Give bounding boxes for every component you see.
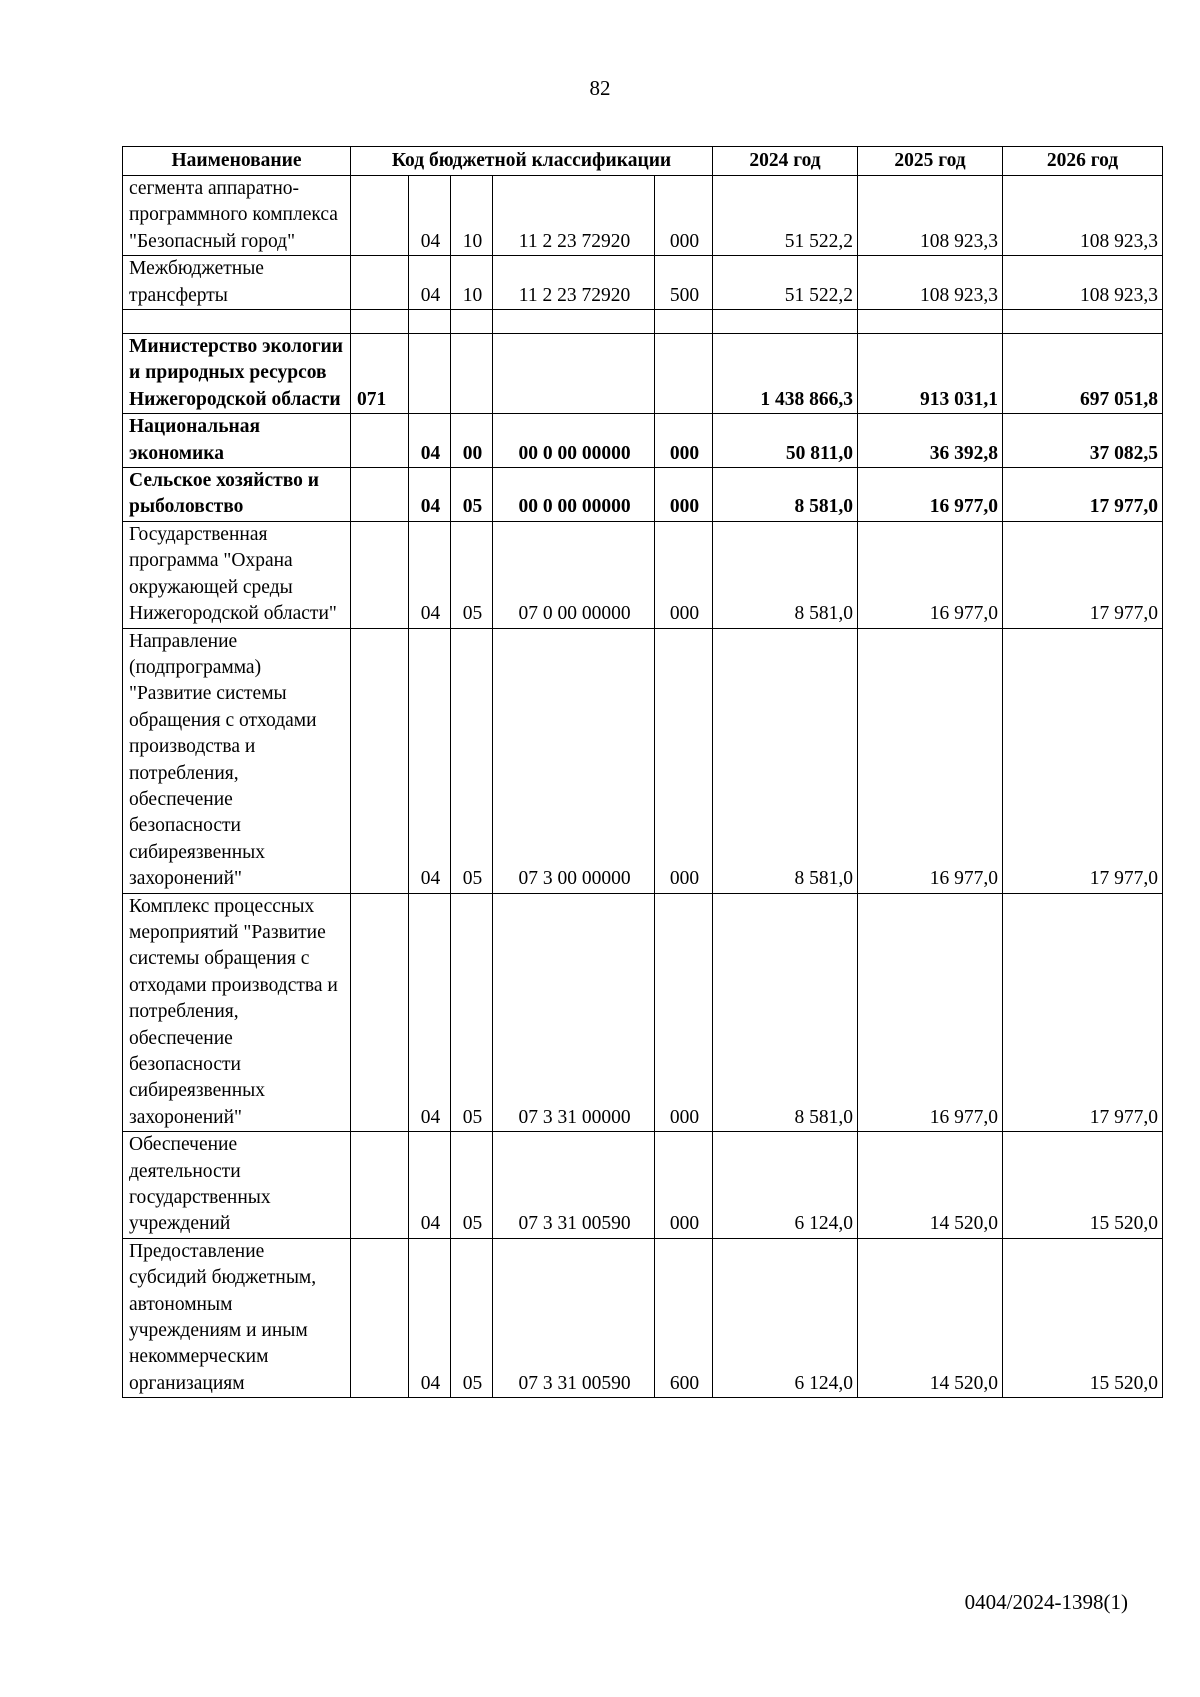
row-expense-code	[655, 334, 713, 414]
row-ministry-code	[351, 468, 409, 522]
empty-row	[123, 310, 1163, 334]
row-ministry-code	[351, 1238, 409, 1397]
row-ministry-code	[351, 521, 409, 628]
row-name: Межбюджетные трансферты	[123, 256, 351, 310]
row-target-code: 07 3 31 00590	[493, 1238, 655, 1397]
table-row	[123, 468, 1163, 522]
row-expense-code: 000	[655, 628, 713, 893]
row-target-code: 07 0 00 00000	[493, 521, 655, 628]
row-name: Сельское хозяйство и рыболовство	[123, 468, 351, 522]
row-name: Обеспечение деятельности государственных учреждений	[123, 1132, 351, 1239]
row-subsection-code: 00	[451, 414, 493, 468]
row-value-2026: 108 923,3	[1003, 176, 1163, 256]
row-expense-code: 000	[655, 521, 713, 628]
row-value-2025: 16 977,0	[858, 521, 1003, 628]
row-value-2024: 6 124,0	[713, 1132, 858, 1239]
row-target-code: 00 0 00 00000	[493, 468, 655, 522]
row-value-2024: 50 811,0	[713, 414, 858, 468]
row-subsection-code: 10	[451, 176, 493, 256]
row-name: Государственная программа "Охрана окружающей среды Нижегородской области"	[123, 521, 351, 628]
row-value-2024: 8 581,0	[713, 628, 858, 893]
row-value-2024: 51 522,2	[713, 176, 858, 256]
table-row	[123, 334, 1163, 414]
row-expense-code: 600	[655, 1238, 713, 1397]
row-subsection-code: 05	[451, 1238, 493, 1397]
row-name: Комплекс процессных мероприятий "Развитие системы обращения с отходами производства и потребления, обеспечение безопасности сибиреязвенных захоронений"	[123, 893, 351, 1132]
row-value-2025: 108 923,3	[858, 176, 1003, 256]
row-ministry-code	[351, 414, 409, 468]
row-name: Направление (подпрограмма) "Развитие системы обращения с отходами производства и потребления, обеспечение безопасности сибиреязвенных захоронений"	[123, 628, 351, 893]
row-target-code: 00 0 00 00000	[493, 414, 655, 468]
row-subsection-code: 05	[451, 468, 493, 522]
row-section-code: 04	[409, 256, 451, 310]
table-row	[123, 1238, 1163, 1397]
row-section-code: 04	[409, 1238, 451, 1397]
row-value-2024: 6 124,0	[713, 1238, 858, 1397]
table-row	[123, 176, 1163, 256]
row-value-2024: 8 581,0	[713, 893, 858, 1132]
row-ministry-code	[351, 1132, 409, 1239]
row-target-code: 11 2 23 72920	[493, 176, 655, 256]
row-section-code: 04	[409, 176, 451, 256]
table-row	[123, 414, 1163, 468]
row-value-2025: 913 031,1	[858, 334, 1003, 414]
row-ministry-code	[351, 176, 409, 256]
row-target-code	[493, 334, 655, 414]
row-expense-code: 000	[655, 414, 713, 468]
row-name: Национальная экономика	[123, 414, 351, 468]
row-value-2026: 15 520,0	[1003, 1132, 1163, 1239]
row-value-2025: 14 520,0	[858, 1132, 1003, 1239]
row-name: Министерство экологии и природных ресурсов Нижегородской области	[123, 334, 351, 414]
row-section-code: 04	[409, 893, 451, 1132]
row-expense-code: 000	[655, 468, 713, 522]
row-subsection-code: 05	[451, 628, 493, 893]
row-ministry-code	[351, 256, 409, 310]
row-ministry-code: 071	[351, 334, 409, 414]
row-expense-code: 000	[655, 893, 713, 1132]
header-name: Наименование	[123, 147, 351, 176]
row-value-2025: 14 520,0	[858, 1238, 1003, 1397]
header-2024: 2024 год	[713, 147, 858, 176]
row-target-code: 07 3 31 00590	[493, 1132, 655, 1239]
table-row	[123, 628, 1163, 893]
row-value-2025: 16 977,0	[858, 628, 1003, 893]
row-section-code	[409, 334, 451, 414]
row-expense-code: 500	[655, 256, 713, 310]
table-row	[123, 256, 1163, 310]
row-value-2026: 697 051,8	[1003, 334, 1163, 414]
row-subsection-code: 05	[451, 521, 493, 628]
row-name: Предоставление субсидий бюджетным, автономным учреждениям и иным некоммерческим организациям	[123, 1238, 351, 1397]
row-section-code: 04	[409, 1132, 451, 1239]
row-value-2026: 17 977,0	[1003, 628, 1163, 893]
row-section-code: 04	[409, 414, 451, 468]
row-target-code: 11 2 23 72920	[493, 256, 655, 310]
row-value-2024: 51 522,2	[713, 256, 858, 310]
row-value-2025: 16 977,0	[858, 468, 1003, 522]
row-value-2024: 1 438 866,3	[713, 334, 858, 414]
row-value-2025: 36 392,8	[858, 414, 1003, 468]
document-code: 0404/2024-1398(1)	[964, 1590, 1128, 1614]
row-value-2026: 37 082,5	[1003, 414, 1163, 468]
page-number: 82	[589, 76, 611, 100]
row-expense-code: 000	[655, 176, 713, 256]
row-ministry-code	[351, 628, 409, 893]
row-subsection-code: 05	[451, 1132, 493, 1239]
row-value-2026: 17 977,0	[1003, 893, 1163, 1132]
row-value-2026: 17 977,0	[1003, 521, 1163, 628]
header-code: Код бюджетной классификации	[351, 147, 713, 176]
row-target-code: 07 3 31 00000	[493, 893, 655, 1132]
header-2025: 2025 год	[858, 147, 1003, 176]
row-ministry-code	[351, 893, 409, 1132]
row-subsection-code	[451, 334, 493, 414]
table-header-row	[123, 147, 1163, 176]
table-row	[123, 1132, 1163, 1239]
row-value-2024: 8 581,0	[713, 521, 858, 628]
row-section-code: 04	[409, 468, 451, 522]
row-value-2025: 108 923,3	[858, 256, 1003, 310]
row-target-code: 07 3 00 00000	[493, 628, 655, 893]
table-row	[123, 893, 1163, 1132]
row-subsection-code: 10	[451, 256, 493, 310]
row-section-code: 04	[409, 521, 451, 628]
header-2026: 2026 год	[1003, 147, 1163, 176]
row-value-2025: 16 977,0	[858, 893, 1003, 1132]
row-name: сегмента аппаратно-программного комплекса "Безопасный город"	[123, 176, 351, 256]
row-value-2024: 8 581,0	[713, 468, 858, 522]
budget-table	[122, 146, 1163, 1398]
row-value-2026: 17 977,0	[1003, 468, 1163, 522]
row-subsection-code: 05	[451, 893, 493, 1132]
row-value-2026: 108 923,3	[1003, 256, 1163, 310]
row-section-code: 04	[409, 628, 451, 893]
table-row	[123, 521, 1163, 628]
row-value-2026: 15 520,0	[1003, 1238, 1163, 1397]
row-expense-code: 000	[655, 1132, 713, 1239]
